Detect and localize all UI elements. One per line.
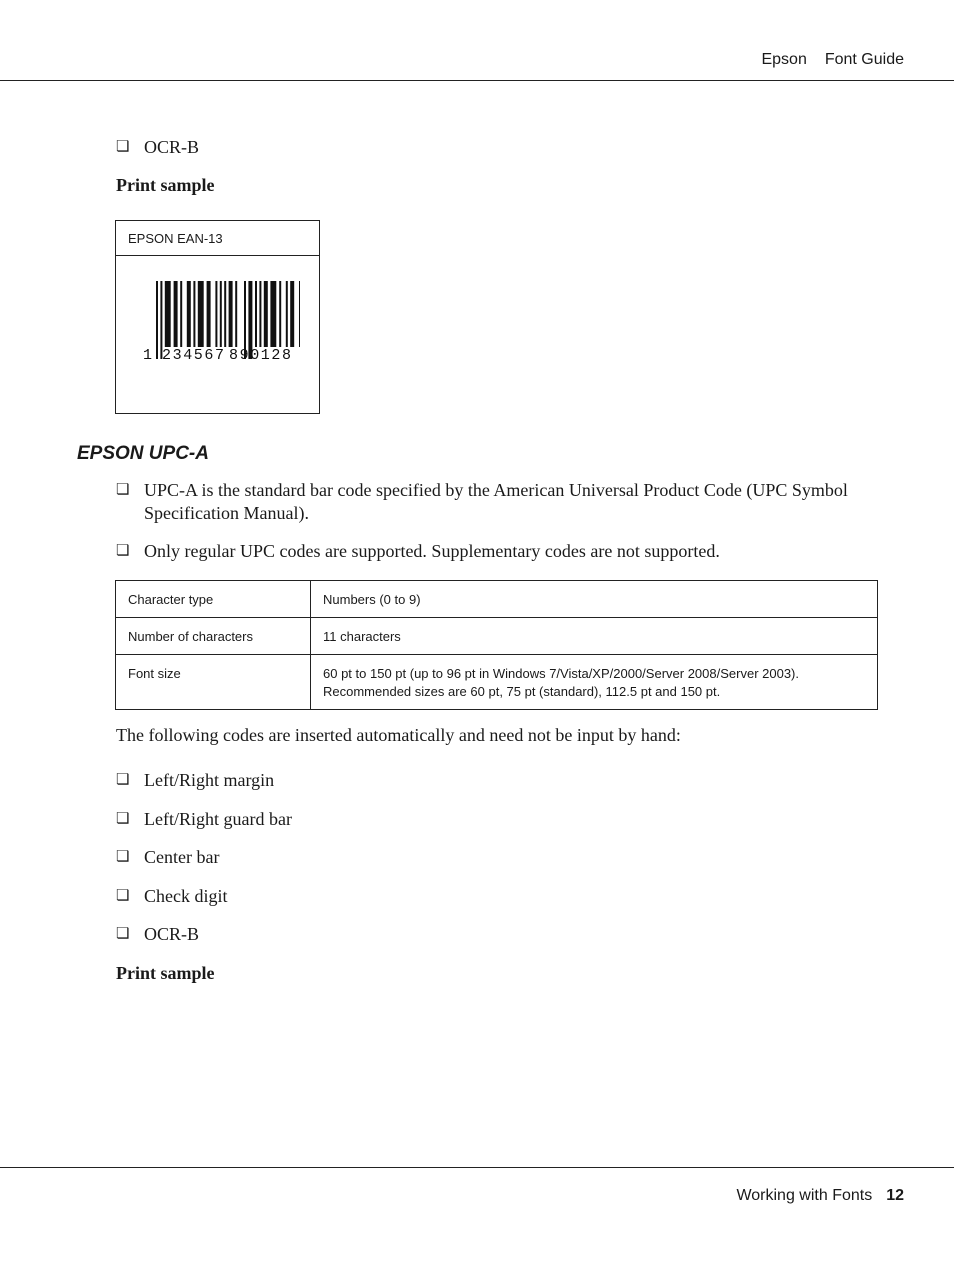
barcode-bar xyxy=(299,281,300,347)
footer-rule xyxy=(0,1167,954,1168)
spec-table xyxy=(115,580,878,710)
sample-caption: EPSON EAN-13 xyxy=(116,221,319,256)
list-item-text: OCR-B xyxy=(144,924,200,944)
barcode-bar xyxy=(193,281,195,347)
page-footer xyxy=(736,1187,904,1205)
footer-section: Working with Fonts xyxy=(736,1187,873,1204)
barcode-bar xyxy=(259,281,261,347)
barcode-bar xyxy=(187,281,191,347)
bullet-box-icon: ❏ xyxy=(116,888,130,904)
table-cell-value: Numbers (0 to 9) xyxy=(311,581,878,618)
barcode-right-digits: 890128 xyxy=(229,347,291,363)
list-item-text: Center bar xyxy=(144,847,220,867)
auto-codes-paragraph: The following codes are inserted automatically and need not be input by hand: xyxy=(116,725,681,745)
table-row xyxy=(116,618,878,655)
header-title: Font Guide xyxy=(824,51,904,68)
list-item-text: Left/Right margin xyxy=(144,770,275,790)
barcode-bar xyxy=(174,281,178,347)
list-item-text: Check digit xyxy=(144,886,228,906)
barcode-bar xyxy=(224,281,226,347)
table-cell-value: 11 characters xyxy=(311,618,878,655)
list-item-text: UPC-A is the standard bar code specified by the American Universal Product Code (UPC Symbol Specification Manual). xyxy=(144,480,848,523)
barcode-bar xyxy=(235,281,237,347)
table-cell-label: Character type xyxy=(116,581,311,618)
bullet-box-icon: ❏ xyxy=(116,543,130,559)
barcode-bar xyxy=(220,281,222,347)
barcode-bar xyxy=(156,281,158,359)
bullet-box-icon: ❏ xyxy=(116,849,130,865)
table-cell-value xyxy=(311,655,878,710)
header-brand: Epson xyxy=(761,51,807,68)
bullet-box-icon: ❏ xyxy=(116,926,130,942)
print-sample-box xyxy=(115,220,320,414)
barcode-bar xyxy=(270,281,276,347)
list-item-text: Only regular UPC codes are supported. Supplementary codes are not supported. xyxy=(144,541,720,561)
barcode-bar xyxy=(229,281,233,347)
section-heading: EPSON UPC-A xyxy=(77,443,209,464)
barcode-image xyxy=(140,281,300,363)
barcode-bar xyxy=(286,281,288,347)
list-item-text: Left/Right guard bar xyxy=(144,809,292,829)
barcode-left-digits: 234567 xyxy=(162,347,224,363)
page-header xyxy=(761,51,904,69)
header-rule xyxy=(0,80,954,81)
barcode-bar xyxy=(279,281,281,347)
barcode-bar xyxy=(255,281,257,347)
bullet-box-icon: ❏ xyxy=(116,772,130,788)
table-row xyxy=(116,581,878,618)
barcode-bar xyxy=(215,281,217,347)
barcode-leading-digit: 1 xyxy=(143,347,153,363)
table-cell-label: Font size xyxy=(116,655,311,710)
barcode-bar xyxy=(207,281,211,347)
print-sample-heading: Print sample xyxy=(116,963,215,983)
bullet-box-icon: ❏ xyxy=(116,139,130,155)
barcode-bar xyxy=(165,281,171,347)
barcode-bar xyxy=(180,281,182,347)
barcode-bar xyxy=(198,281,204,347)
table-row xyxy=(116,655,878,710)
bullet-box-icon: ❏ xyxy=(116,482,130,498)
page-number: 12 xyxy=(886,1187,904,1204)
list-item-text: OCR-B xyxy=(144,137,200,157)
bullet-box-icon: ❏ xyxy=(116,811,130,827)
table-cell-line: 60 pt to 150 pt (up to 96 pt in Windows 7/Vista/XP/2000/Server 2008/Server 2003). xyxy=(323,666,799,681)
print-sample-heading: Print sample xyxy=(116,175,215,195)
barcode-bar xyxy=(264,281,268,347)
barcode-bar xyxy=(290,281,294,347)
table-cell-label: Number of characters xyxy=(116,618,311,655)
table-cell-line: Recommended sizes are 60 pt, 75 pt (standard), 112.5 pt and 150 pt. xyxy=(323,684,721,699)
